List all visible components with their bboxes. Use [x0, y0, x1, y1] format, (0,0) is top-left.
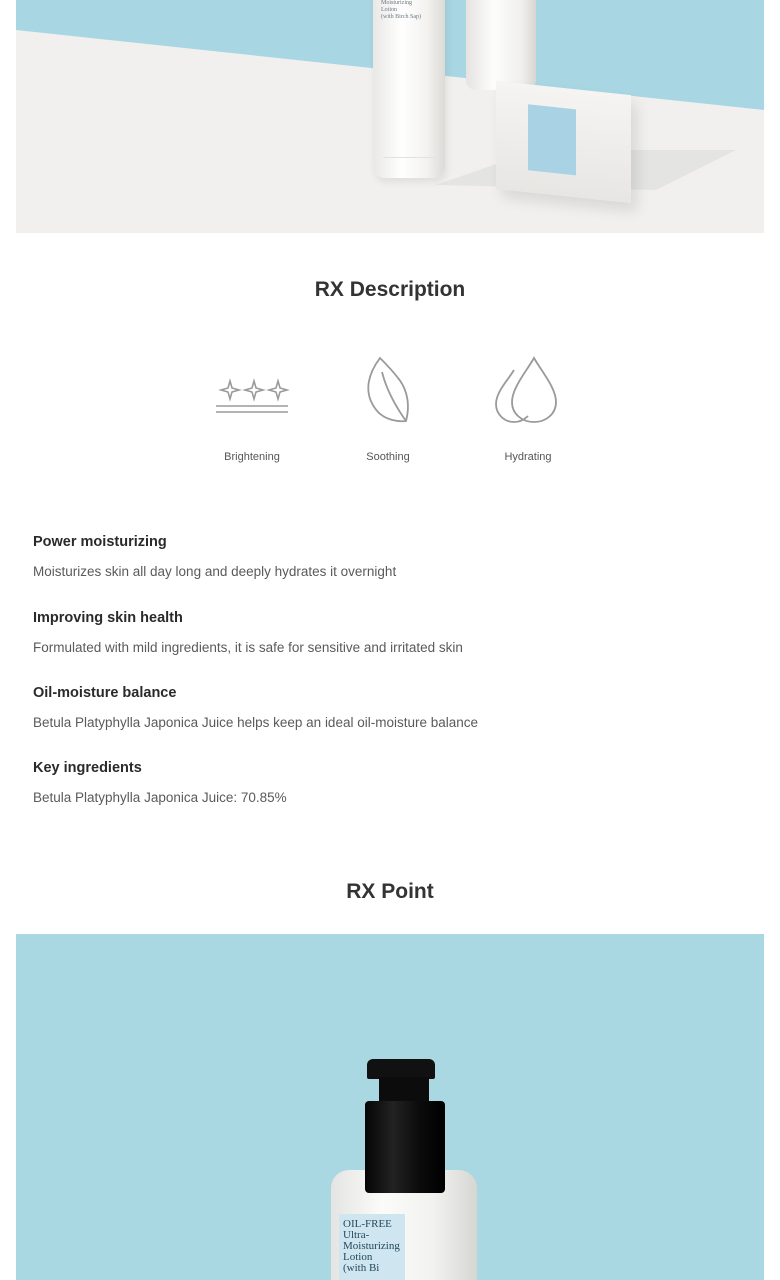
- benefit-hydrating: [458, 350, 598, 470]
- point-product-photo: [16, 934, 764, 1280]
- feature-heading: Improving skin health: [33, 610, 183, 626]
- leaf-icon: [348, 350, 428, 430]
- section-title-description: RX Description: [314, 278, 466, 301]
- lotion-bottle-left: [373, 0, 445, 178]
- hero-product-photo: [16, 0, 764, 233]
- feature-key-ingredients: [33, 760, 733, 805]
- feature-improving-skin-health: [33, 610, 733, 655]
- benefit-brightening: [182, 350, 322, 470]
- pump-nozzle: [367, 1062, 389, 1074]
- benefit-soothing: [318, 350, 458, 470]
- bottle-label-text: OIL-FREE Ultra- Moisturizing Lotion (with Bi: [343, 1218, 400, 1274]
- bottle-label-text: Moisturizing Lotion (with Birch Sap): [381, 0, 421, 20]
- product-box: [496, 81, 631, 203]
- benefit-label: Soothing: [366, 451, 410, 463]
- feature-text: Betula Platyphylla Japonica Juice: 70.85%: [33, 790, 287, 805]
- feature-heading: Power moisturizing: [33, 534, 167, 550]
- water-drops-icon: [488, 350, 568, 430]
- pump-collar: [365, 1101, 445, 1193]
- pump-neck: [379, 1077, 429, 1103]
- section-title-point: RX Point: [346, 880, 434, 903]
- feature-power-moisturizing: [33, 534, 733, 579]
- sparkle-icon: [212, 350, 292, 430]
- feature-text: Betula Platyphylla Japonica Juice helps keep an ideal oil-moisture balance: [33, 715, 479, 730]
- box-blue-panel: [528, 104, 576, 175]
- feature-oil-moisture-balance: [33, 685, 733, 730]
- benefit-label: Brightening: [224, 451, 280, 463]
- feature-text: Formulated with mild ingredients, it is safe for sensitive and irritated skin: [33, 640, 463, 655]
- feature-heading: Oil-moisture balance: [33, 685, 177, 701]
- lotion-bottle-right: [466, 0, 536, 90]
- benefit-label: Hydrating: [504, 451, 552, 463]
- feature-text: Moisturizes skin all day long and deeply hydrates it overnight: [33, 564, 397, 579]
- bottle-label: [339, 1214, 405, 1280]
- feature-heading: Key ingredients: [33, 760, 142, 776]
